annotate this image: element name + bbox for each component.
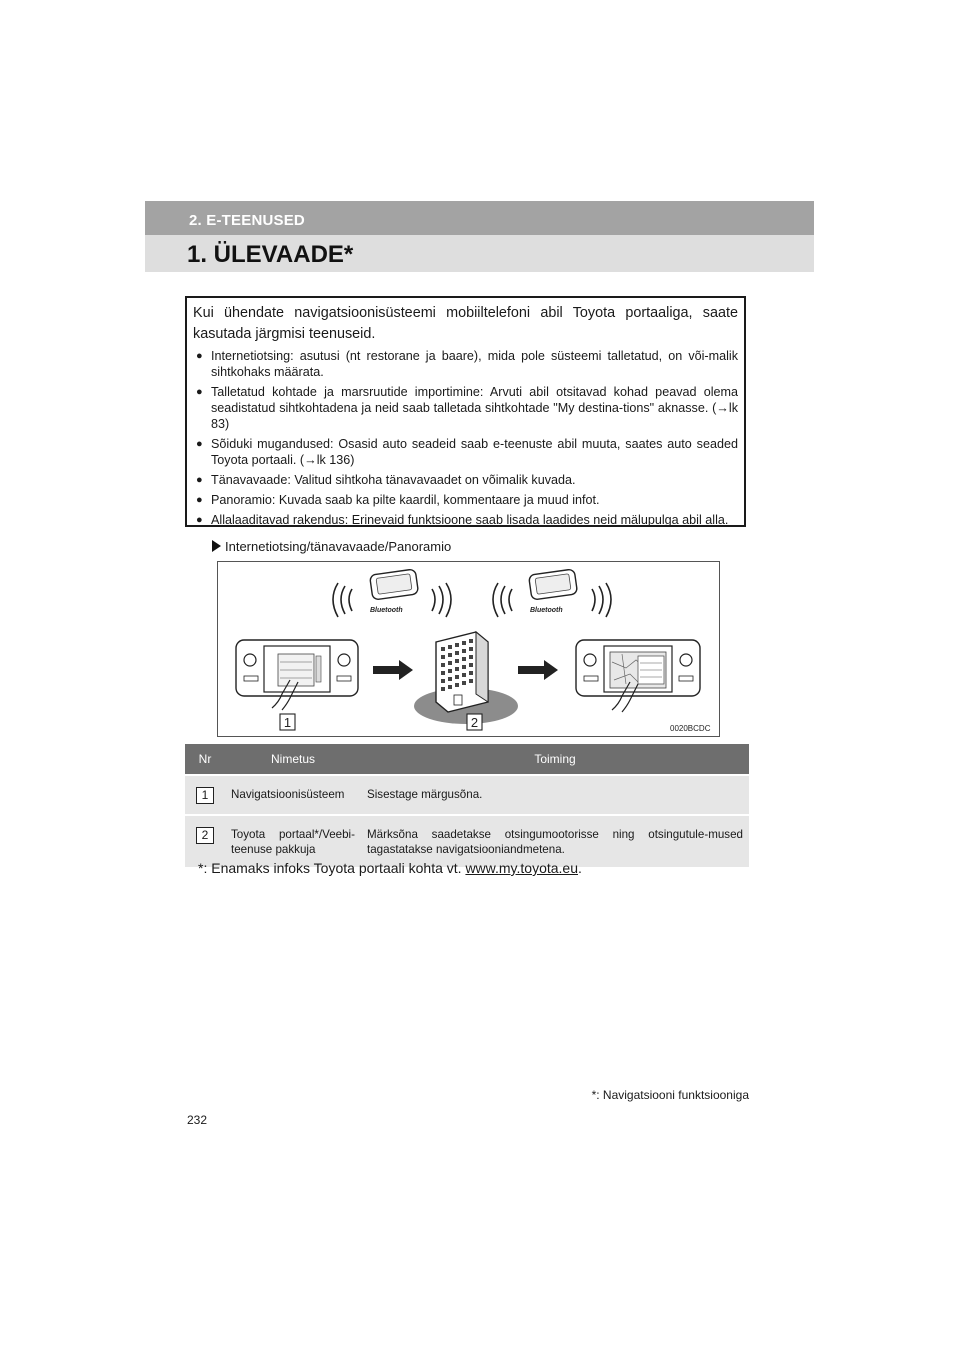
intro-item-downloadable-apps: ● Allalaaditavad rakendus: Erinevaid funktsioone saab lisada laadides neid mälupulga abil alla. — [211, 512, 738, 528]
intro-item-internet-search: ● Internetiotsing: asutusi (nt restorane ja baare), mida pole süsteemi talletatud, on või-malik sihtkohaks määrata. — [211, 348, 738, 380]
footnote-prefix: *: Enamaks infoks Toyota portaali kohta vt. — [198, 860, 466, 876]
page-title: 1. ÜLEVAADE* — [187, 241, 354, 268]
nr-box: 1 — [196, 787, 214, 804]
intro-item-import: ● Talletatud kohtade ja marsruutide importimine: Arvuti abil otsitavad kohad peavad olema seadistatud sihtkohtadena ja neid saab talletada sihtkohtade "My destina-tions" aknasse. (→lk 83) — [211, 384, 738, 432]
callout-2-label: 2 — [470, 715, 479, 730]
table-row — [185, 775, 749, 815]
table-cell-name: Navigatsioonisüsteem — [225, 775, 361, 815]
footnote — [198, 860, 582, 876]
intro-item-panoramio: ● Panoramio: Kuvada saab ka pilte kaardil, kommentaare ja muud infot. — [211, 492, 738, 508]
footer-note: *: Navigatsiooni funktsiooniga — [591, 1088, 749, 1102]
bluetooth-label-1: Bluetooth — [370, 607, 403, 614]
table-header-action: Toiming — [361, 744, 749, 775]
building-icon — [414, 632, 518, 724]
parts-table — [185, 744, 749, 867]
triangle-bullet-icon — [212, 540, 221, 552]
table-cell-nr — [185, 775, 225, 815]
subsection-heading-text: Internetiotsing/tänavavaade/Panoramio — [225, 539, 452, 554]
toyota-portal-link[interactable]: www.my.toyota.eu — [465, 860, 578, 876]
section-label: 2. E-TEENUSED — [189, 212, 305, 229]
callout-2 — [467, 714, 482, 730]
table-cell-action: Märksõna saadetakse otsingumootorisse ning otsingutule-mused tagastatakse navigatsiooniandmetena. — [361, 815, 749, 867]
intro-list — [211, 348, 738, 528]
subsection-heading — [212, 539, 451, 554]
navigation-unit-right — [576, 640, 700, 712]
footnote-suffix: . — [578, 860, 582, 876]
table-cell-action: Sisestage märgusõna. — [361, 775, 749, 815]
arrow-right-icon-2 — [518, 660, 558, 680]
system-illustration — [217, 561, 720, 737]
intro-text: Kui ühendate navigatsioonisüsteemi mobiiltelefoni abil Toyota portaaliga, saate kasutada järgmisi teenuseid. — [193, 305, 738, 342]
table-header-row — [185, 744, 749, 775]
callout-1 — [280, 714, 295, 730]
navigation-unit-left — [236, 640, 358, 710]
intro-item-vehicle-customization: ● Sõiduki mugandused: Osasid auto seadeid saab e-teenuste abil muuta, saates auto seaded Toyota portaali. (→lk 136) — [211, 436, 738, 468]
table-header-nr: Nr — [185, 744, 225, 775]
bluetooth-label-2: Bluetooth — [530, 607, 563, 614]
arrow-right-icon-1 — [373, 660, 413, 680]
callout-1-label: 1 — [283, 715, 292, 730]
intro-box — [185, 296, 746, 527]
page-number: 232 — [187, 1113, 208, 1127]
phone-1-icon — [333, 569, 451, 617]
phone-2-icon — [493, 569, 611, 617]
illustration-code: 0020BCDC — [670, 724, 711, 733]
intro-item-street-view: ● Tänavavaade: Valitud sihtkoha tänavavaadet on võimalik kuvada. — [211, 472, 738, 488]
table-cell-name: Toyota portaal*/Veebi-teenuse pakkuja — [225, 815, 361, 867]
illustration-svg — [218, 562, 719, 736]
nr-box: 2 — [196, 827, 214, 844]
table-header-name: Nimetus — [225, 744, 361, 775]
